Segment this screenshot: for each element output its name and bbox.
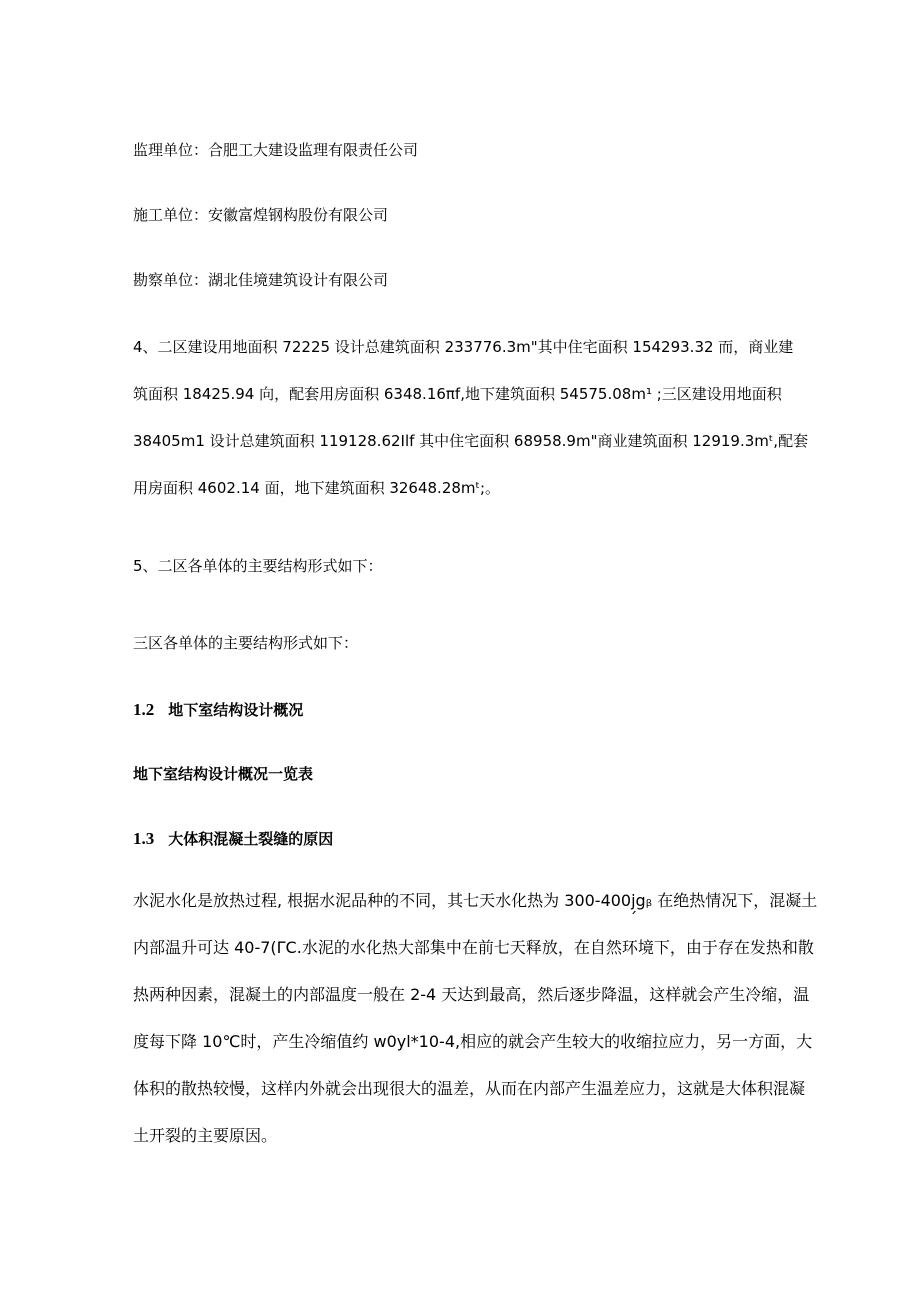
section-1-2-number: 1.2 [133, 700, 155, 719]
paragraph-line-6: 土开裂的主要原因。 [133, 1126, 278, 1145]
paragraph-line-2: 内部温升可达 40-7(ΓC.水泥的水化热大部集中在前七天释放，在自然环境下，由于存在发热和散 [133, 938, 814, 957]
supervision-unit: 监理单位：合肥工大建设监理有限责任公司 [133, 141, 419, 159]
survey-unit: 勘察单位：湖北佳境建筑设计有限公司 [133, 271, 389, 289]
item4-line-3: 38405m1 设计总建筑面积 119128.62Ilf 其中住宅面积 68958.9m"商业建筑面积 12919.3mᵗ,配套 [133, 432, 809, 450]
zone3-text: 三区各单体的主要结构形式如下： [133, 634, 359, 652]
construction-unit: 施工单位：安徽富煌钢构股份有限公司 [133, 206, 389, 224]
section-1-2-title: 地下室结构设计概况 [168, 701, 304, 719]
table-caption: 地下室结构设计概况一览表 [133, 765, 314, 783]
section-1-3-title: 大体积混凝土裂缝的原因 [168, 830, 334, 848]
section-1-2-heading [133, 700, 303, 720]
paragraph-line-1: 水泥水化是放热过程, 根据水泥品种的不同，其七天水化热为 300-400j̗gᵦ 在绝热情况下，混凝土 [133, 891, 818, 910]
paragraph-line-5: 体积的散热较慢，这样内外就会出现很大的温差，从而在内部产生温差应力，这就是大体积混凝 [133, 1079, 806, 1098]
paragraph-line-3: 热两种因素，混凝土的内部温度一般在 2-4 天达到最高，然后逐步降温，这样就会产生冷缩，温 [133, 985, 810, 1004]
section-1-3-number: 1.3 [133, 829, 155, 848]
section-1-3-heading [133, 829, 333, 849]
paragraph-line-4: 度每下降 10℃时，产生冷缩值约 w0yl*10-4,相应的就会产生较大的收缩拉应力，另一方面，大 [133, 1032, 813, 1051]
item4-line-2: 筑面积 18425.94 向，配套用房面积 6348.16πf,地下建筑面积 54575.08m¹ ;三区建设用地面积 [133, 385, 782, 403]
item4-line-1: 4、二区建设用地面积 72225 设计总建筑面积 233776.3m"其中住宅面积 154293.32 而，商业建 [133, 338, 794, 356]
item5-text: 5、二区各单体的主要结构形式如下： [133, 557, 383, 575]
item4-line-4: 用房面积 4602.14 面，地下建筑面积 32648.28mᵗ;。 [133, 479, 500, 497]
